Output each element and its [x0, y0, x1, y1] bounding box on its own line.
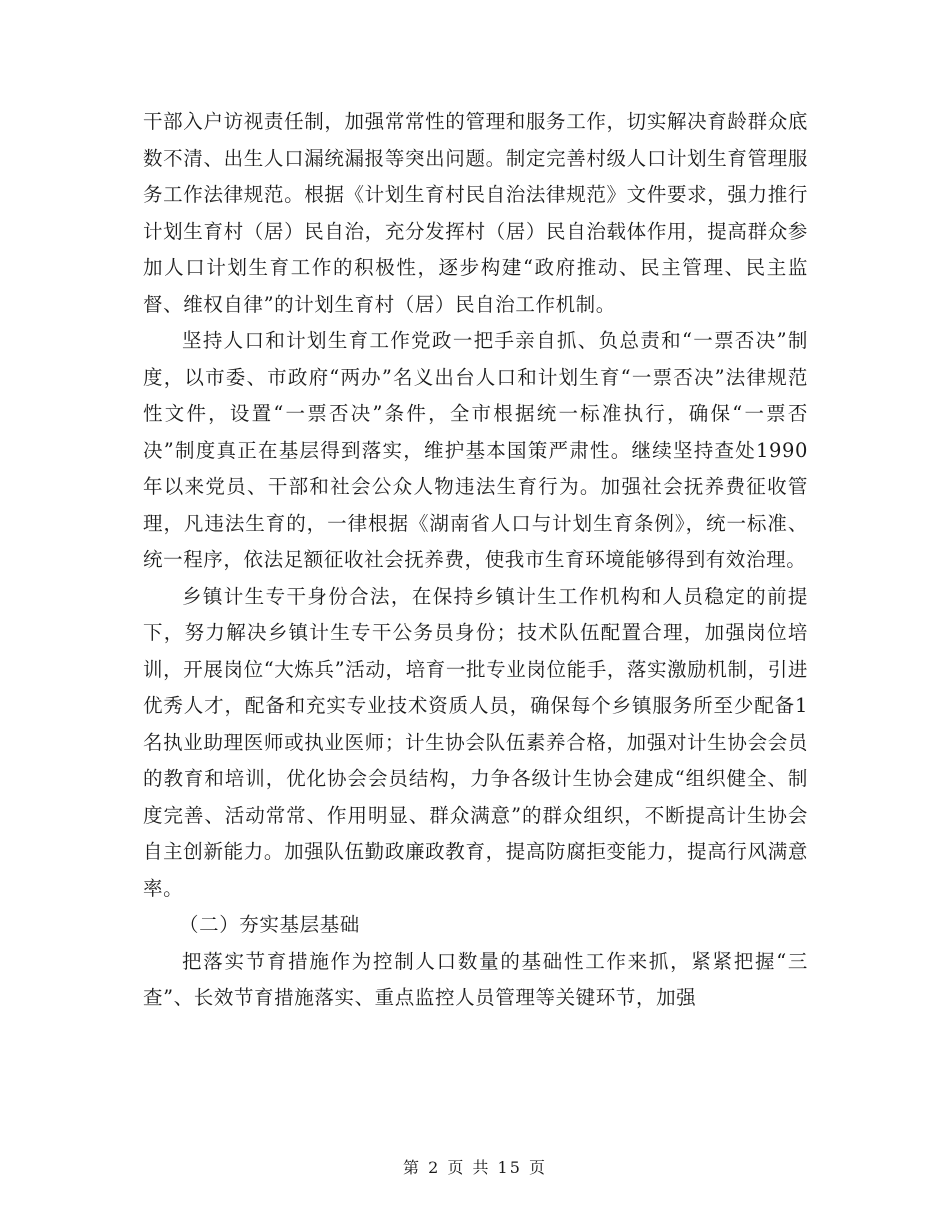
page-number-footer: 第 2 页 共 15 页 [403, 1158, 547, 1177]
paragraph-2: 坚持人口和计划生育工作党政一把手亲自抓、负总责和“一票否决”制度，以市委、市政府“两办”名义出台人口和计划生育“一票否决”法律规范性文件，设置“一票否决”条件，全市根据统一标准执行，确保“一票否决”制度真正在基层得到落实，维护基本国策严肃性。继续坚持查处1990年以来党员、干部和社会公众人物违法生育行为。加强社会抚养费征收管理，凡违法生育的，一律根据《湖南省人口与计划生育条例》，统一标准、统一程序，依法足额征收社会抚养费，使我市生育环境能够得到有效治理。 [143, 329, 808, 571]
section-heading: （二）夯实基层基础 [179, 913, 360, 936]
paragraph-1: 干部入户访视责任制，加强常常性的管理和服务工作，切实解决育龄群众底数不清、出生人口漏统漏报等突出问题。制定完善村级人口计划生育管理服务工作法律规范。根据《计划生育村民自治法律规范》文件要求，强力推行计划生育村（居）民自治，充分发挥村（居）民自治载体作用，提高群众参加人口计划生育工作的积极性，逐步构建“政府推动、民主管理、民主监督、维权自律”的计划生育村（居）民自治工作机制。 [143, 110, 808, 316]
document-body [143, 104, 808, 1017]
paragraph-4: 把落实节育措施作为控制人口数量的基础性工作来抓，紧紧把握“三查”、长效节育措施落实、重点监控人员管理等关键环节，加强 [143, 949, 808, 1009]
paragraph-3: 乡镇计生专干身份合法，在保持乡镇计生工作机构和人员稳定的前提下，努力解决乡镇计生专干公务员身份；技术队伍配置合理，加强岗位培训，开展岗位“大炼兵”活动，培育一批专业岗位能手，落实激励机制，引进优秀人才，配备和充实专业技术资质人员，确保每个乡镇服务所至少配备1名执业助理医师或执业医师；计生协会队伍素养合格，加强对计生协会会员的教育和培训，优化协会会员结构，力争各级计生协会建成“组织健全、制度完善、活动常常、作用明显、群众满意”的群众组织，不断提高计生协会自主创新能力。加强队伍勤政廉政教育，提高防腐拒变能力，提高行风满意率。 [143, 584, 808, 900]
